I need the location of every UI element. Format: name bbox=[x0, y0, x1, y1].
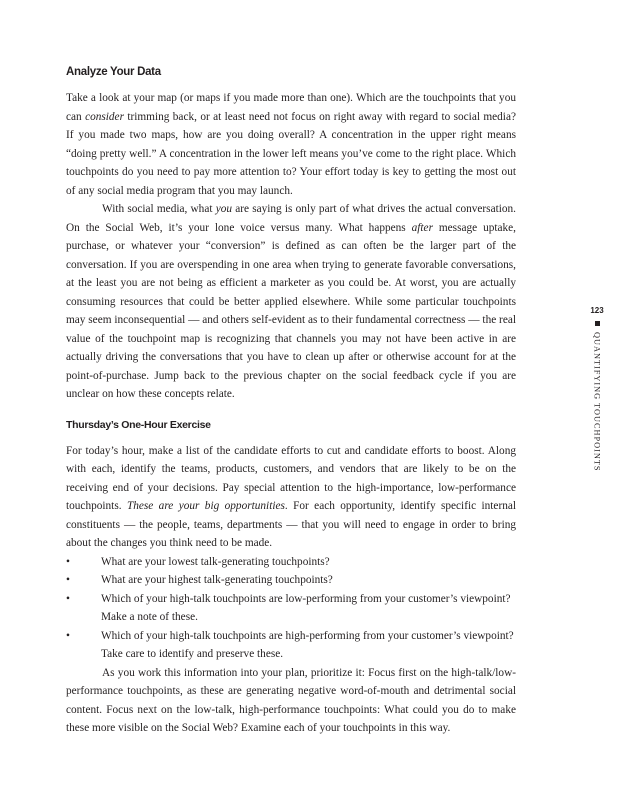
paragraph-exercise-1: For today’s hour, make a list of the candidate efforts to cut and candidate efforts to boost. Along with each, identify the teams, products, customers, and vendors that are likely to be on the receiving end of your decisions. Pay special attention to the high-importance, low-performance touchpoints. These are your big opportunities. For each opportunity, identify specific internal constituents — the people, teams, departments — that you will need to engage in order to bring about the changes you think need to be made. bbox=[66, 444, 517, 549]
exercise-question-list bbox=[66, 553, 516, 664]
bullet-icon: • bbox=[66, 574, 70, 586]
paragraph-analyze-2: With social media, what you are saying is only part of what drives the actual conversation. On the Social Web, it’s your lone voice versus many. What happens after message uptake, purchase, or whatever your “conversion” is defined as can often be the larger part of the conversation. If you are overspending in one area when trying to generate favorable conversations, at the least you are not being as efficient a marketer as you could be. At worst, you are actually consuming resources that could be better applied elsewhere. While some particular touchpoints may seem inconsequential — and others self-evident as to their fundamental correctness — the real value of the touchpoint map is recognizing that channels you may not have been active in are actually driving the conversations that you have to clean up after or otherwise account for at the point-of-purchase. Jump back to the previous chapter on the social feedback cycle if you are unclear on how these concepts relate. bbox=[66, 203, 517, 400]
chapter-title: QUANTIFYING TOUCHPOINTS bbox=[592, 332, 602, 472]
list-item: • What are your lowest talk-generating touchpoints? bbox=[66, 553, 516, 572]
list-item: • What are your highest talk-generating touchpoints? bbox=[66, 571, 516, 590]
bullet-icon: • bbox=[66, 555, 70, 568]
running-sidebar bbox=[587, 306, 607, 472]
section-heading-exercise: Thursday’s One-Hour Exercise bbox=[66, 418, 211, 431]
paragraph-exercise-2: As you work this information into your plan, prioritize it: Focus first on the high-talk/low-performance touchpoints, as these are generating negative word-of-mouth and detrimental social content. Focus next on the low-talk, high-performance touchpoints: What could you do to make these more visible on the Social Web? Examine each of your touchpoints in this way. bbox=[66, 666, 516, 734]
page-body bbox=[66, 64, 516, 738]
bullet-icon: • bbox=[66, 629, 70, 642]
page-number: 123 bbox=[590, 306, 604, 315]
square-marker-icon bbox=[595, 321, 600, 326]
paragraph-analyze-1: Take a look at your map (or maps if you made more than one). Which are the touchpoints that you can consider trimming back, or at least need not focus on right away with regard to social media? If you made two maps, how are you doing overall? A concentration in the upper right means “doing pretty well.” A concentration in the lower left means you’ve come to the right place. Which touchpoints do you need to pay more attention to? Your effort today is key to getting the most out of any social media program that you may launch. bbox=[66, 92, 516, 197]
bullet-icon: • bbox=[66, 592, 70, 605]
section-heading-analyze: Analyze Your Data bbox=[66, 66, 161, 78]
list-item: • Which of your high-talk touchpoints are high-performing from your customer’s viewpoint? Take care to identify and preserve these. bbox=[66, 627, 516, 664]
list-item: • Which of your high-talk touchpoints are low-performing from your customer’s viewpoint? Make a note of these. bbox=[66, 590, 516, 627]
